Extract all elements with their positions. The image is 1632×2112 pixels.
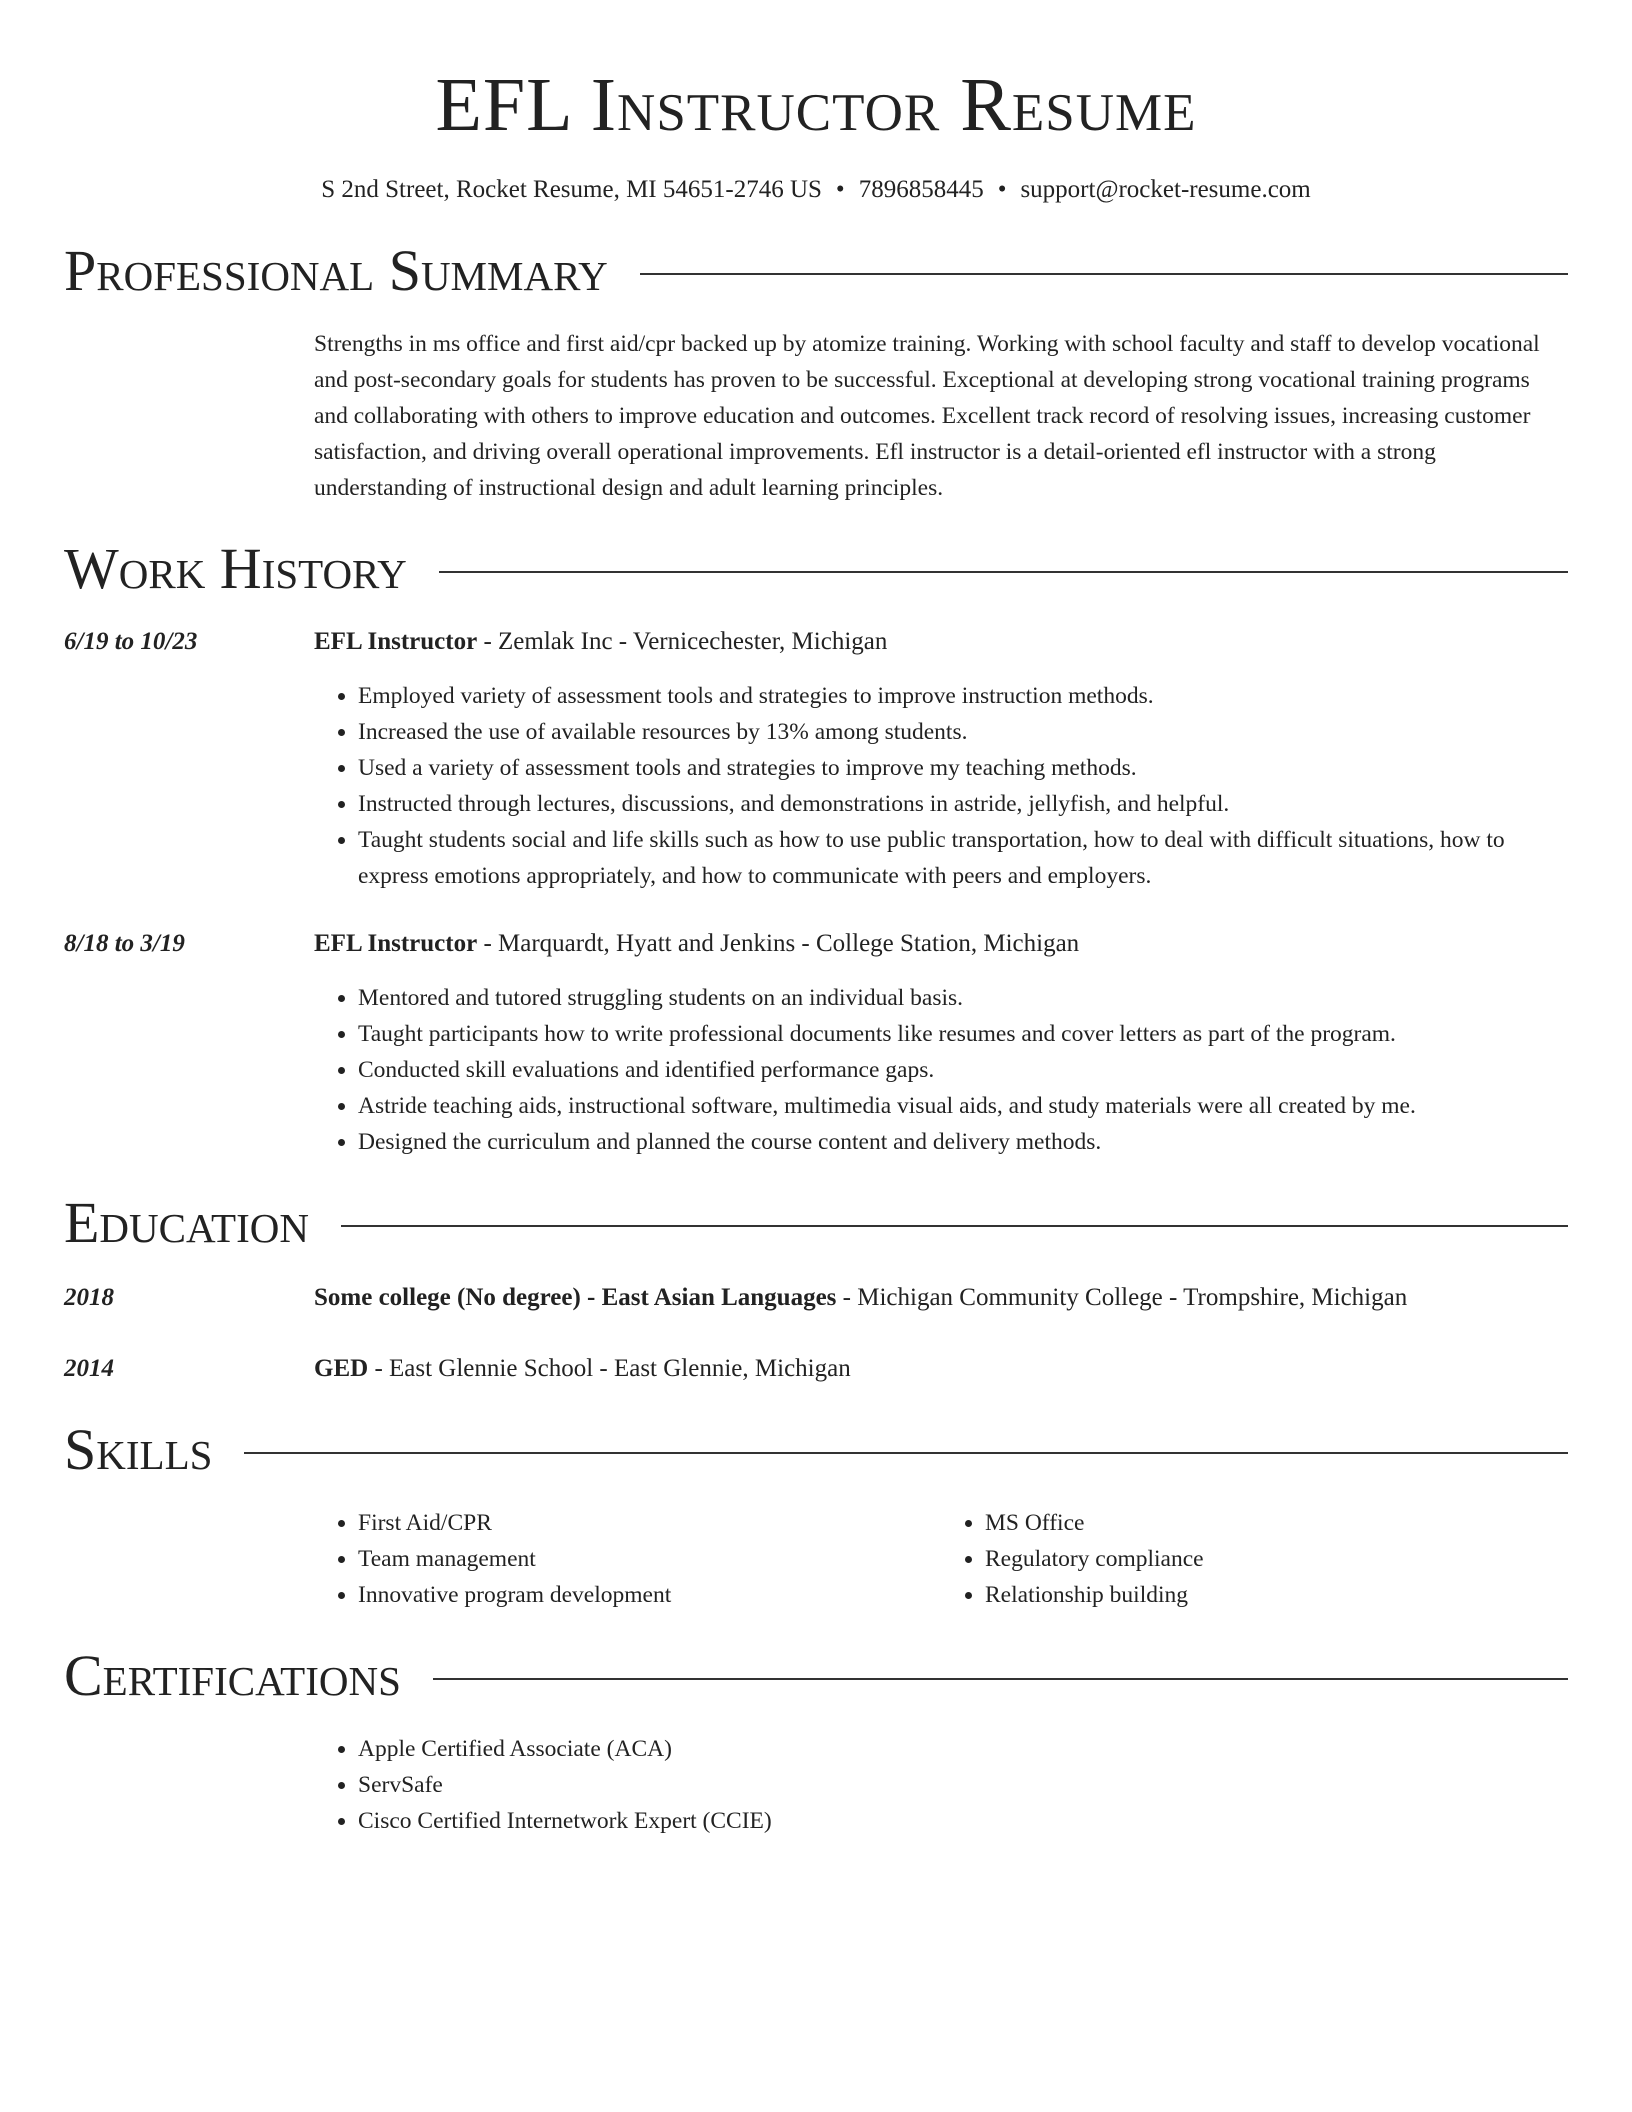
section-header [64, 534, 1568, 604]
job-dates: 6/19 to 10/23 [64, 628, 198, 655]
job-bullets [314, 678, 1568, 894]
skills-list-right [941, 1505, 1568, 1613]
section-divider [439, 571, 1568, 573]
skills-columns [314, 1505, 1568, 1613]
section-header [64, 1415, 1568, 1485]
section-divider [341, 1225, 1568, 1227]
section-title: Professional Summary [64, 238, 608, 303]
list-item: • Used a variety of assessment tools and strategies to improve my teaching methods. [358, 750, 1568, 786]
work-history-section [64, 534, 1568, 1160]
skills-list-left [314, 1505, 941, 1613]
contact-address: S 2nd Street, Rocket Resume, MI 54651-2746 US [321, 176, 822, 203]
list-item: • Conducted skill evaluations and identified performance gaps. [358, 1052, 1568, 1088]
job-bullets [314, 980, 1568, 1160]
education-year: 2014 [64, 1355, 114, 1382]
contact-phone: 7896858445 [858, 176, 984, 203]
job-employer: - Zemlak Inc - Vernicechester, Michigan [477, 628, 888, 655]
certifications-list [314, 1731, 1568, 1839]
section-divider [640, 273, 1568, 275]
section-title: Work History [64, 536, 407, 601]
section-title: Education [64, 1190, 309, 1255]
list-item: • Designed the curriculum and planned the course content and delivery methods. [358, 1124, 1568, 1160]
list-item: • Mentored and tutored struggling students on an individual basis. [358, 980, 1568, 1016]
section-divider [433, 1678, 1568, 1680]
list-item: • Astride teaching aids, instructional software, multimedia visual aids, and study materials were all created by me. [358, 1088, 1568, 1124]
skills-section [64, 1415, 1568, 1613]
job-entry [64, 926, 1568, 1160]
contact-line [64, 172, 1568, 208]
education-school: - East Glennie School - East Glennie, Michigan [368, 1355, 851, 1382]
education-school: - Michigan Community College - Trompshire, Michigan [836, 1284, 1408, 1311]
education-degree: GED [314, 1355, 369, 1382]
job-title: EFL Instructor [314, 628, 478, 655]
resume-page [64, 0, 1568, 1839]
education-entry [64, 1280, 1568, 1316]
job-employer: - Marquardt, Hyatt and Jenkins - College Station, Michigan [477, 930, 1080, 957]
contact-separator: • [835, 176, 845, 203]
education-section [64, 1188, 1568, 1387]
job-dates: 8/18 to 3/19 [64, 930, 185, 957]
job-entry [64, 624, 1568, 894]
list-item: • Taught participants how to write professional documents like resumes and cover letters as part of the program. [358, 1016, 1568, 1052]
certifications-section [64, 1641, 1568, 1839]
list-item: • Taught students social and life skills such as how to use public transportation, how to deal with difficult situations, how to express emotions appropriately, and how to communicate with peers and employers. [358, 822, 1568, 894]
job-content [314, 624, 1568, 894]
section-header [64, 1641, 1568, 1711]
education-heading [314, 1280, 1568, 1316]
education-entry [64, 1351, 1568, 1387]
job-content [314, 926, 1568, 1160]
list-item: • Team management [358, 1541, 941, 1577]
list-item: • Apple Certified Associate (ACA) [358, 1731, 1568, 1767]
list-item: • First Aid/CPR [358, 1505, 941, 1541]
job-heading [314, 926, 1568, 962]
list-item: • ServSafe [358, 1767, 1568, 1803]
contact-separator: • [997, 176, 1007, 203]
section-divider [244, 1452, 1568, 1454]
section-title: Certifications [64, 1643, 401, 1708]
education-year: 2018 [64, 1284, 114, 1311]
list-item: • Employed variety of assessment tools and strategies to improve instruction methods. [358, 678, 1568, 714]
job-heading [314, 624, 1568, 660]
list-item: • Increased the use of available resources by 13% among students. [358, 714, 1568, 750]
resume-title: EFL Instructor Resume [435, 63, 1197, 147]
list-item: • Regulatory compliance [985, 1541, 1568, 1577]
list-item: • Innovative program development [358, 1577, 941, 1613]
section-header [64, 236, 1568, 306]
job-title: EFL Instructor [314, 930, 478, 957]
section-header [64, 1188, 1568, 1258]
list-item: • Instructed through lectures, discussions, and demonstrations in astride, jellyfish, and helpful. [358, 786, 1568, 822]
education-heading [314, 1351, 1568, 1387]
section-title: Skills [64, 1417, 213, 1482]
summary-text: Strengths in ms office and first aid/cpr backed up by atomize training. Working with school faculty and staff to develop vocational and post-secondary goals for students has proven to be successful. Exceptional at developing strong vocational training programs and collaborating with others to improve education and outcomes. Excellent track record of resolving issues, increasing customer satisfaction, and driving overall operational improvements. Efl instructor is a detail-oriented efl instructor with a strong understanding of instructional design and adult learning principles. [314, 331, 1540, 501]
list-item: • Relationship building [985, 1577, 1568, 1613]
contact-email: support@rocket-resume.com [1020, 176, 1311, 203]
list-item: • MS Office [985, 1505, 1568, 1541]
education-degree: Some college (No degree) - East Asian Languages [314, 1284, 837, 1311]
list-item: • Cisco Certified Internetwork Expert (CCIE) [358, 1803, 1568, 1839]
summary-section [64, 236, 1568, 506]
